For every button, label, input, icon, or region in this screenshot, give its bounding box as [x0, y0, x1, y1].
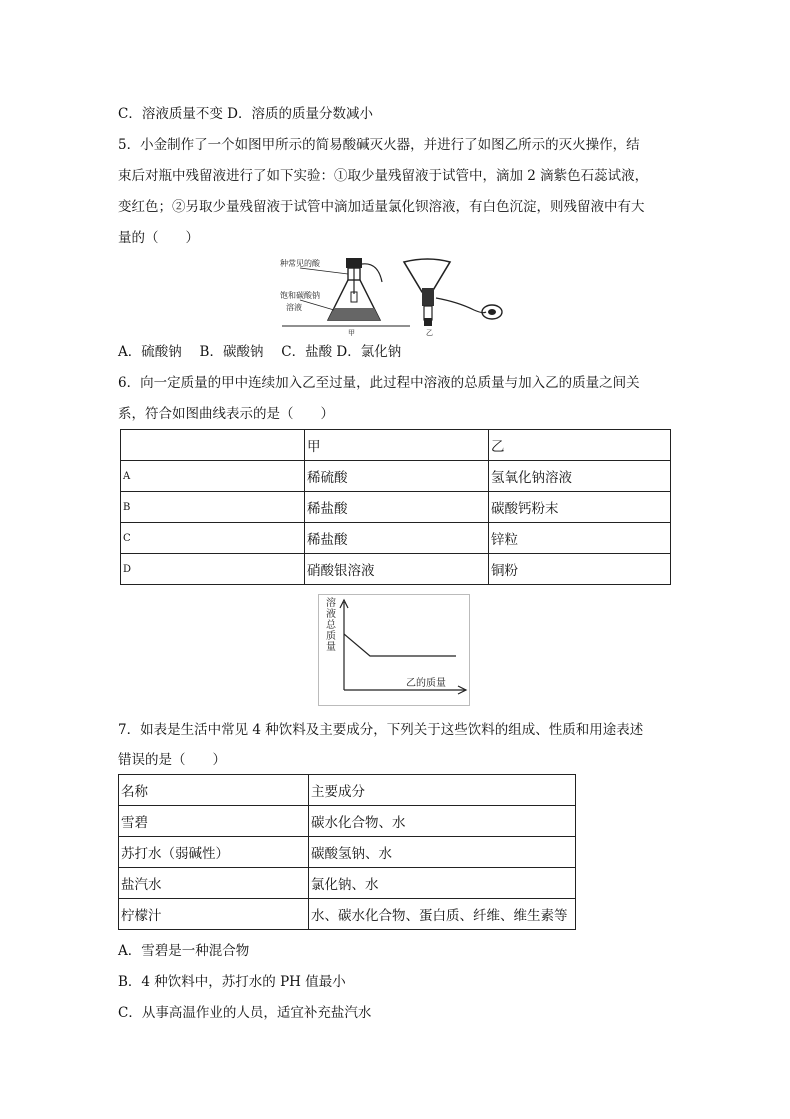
table-row	[119, 806, 576, 837]
q7-stem-line-2: 错误的是（ ）	[118, 752, 226, 768]
ylabel-char: 液	[326, 609, 336, 620]
label-jia: 甲	[348, 329, 355, 336]
q5-stem-line-3: 变红色；②另取少量残留液于试管中滴加适量氯化钡溶液，有白色沉淀，则残留液中有大	[118, 199, 645, 215]
table-row	[121, 554, 671, 585]
q7-option-b: B．4 种饮料中，苏打水的 PH 值最小	[118, 974, 346, 990]
ylabel-char: 溶	[326, 598, 336, 609]
table-row	[119, 868, 576, 899]
table-cell: 主要成分	[309, 775, 576, 806]
ylabel-char: 总	[326, 620, 336, 631]
table-cell	[121, 430, 305, 461]
table-cell: 柠檬汁	[119, 899, 309, 930]
q5-extinguisher-figure	[278, 254, 510, 336]
label-soda-1: 饱和碳酸钠	[280, 291, 320, 300]
q6-graph	[318, 594, 470, 706]
table-header-row	[121, 430, 671, 461]
q4-option-cd: C．溶液质量不变 D．溶质的质量分数减小	[118, 106, 373, 122]
table-cell: 铜粉	[489, 554, 671, 585]
table-cell: 甲	[305, 430, 489, 461]
q7-stem-line-1: 7．如表是生活中常见 4 种饮料及主要成分，下列关于这些饮料的组成、性质和用途表述	[118, 722, 644, 738]
table-cell: 氢氧化钠溶液	[489, 461, 671, 492]
table-cell: D	[121, 554, 305, 585]
table-cell: 水、碳水化合物、蛋白质、纤维、维生素等	[309, 899, 576, 930]
table-cell: 碳酸钙粉末	[489, 492, 671, 523]
label-acid: 种常见的酸	[280, 259, 320, 268]
ylabel-char: 质	[326, 631, 336, 642]
table-cell: A	[121, 461, 305, 492]
table-row	[121, 492, 671, 523]
table-row	[121, 461, 671, 492]
table-cell: 苏打水（弱碱性）	[119, 837, 309, 868]
table-header-row	[119, 775, 576, 806]
q5-stem-line-1: 5．小金制作了一个如图甲所示的简易酸碱灭火器，并进行了如图乙所示的灭火操作，结	[118, 137, 640, 153]
table-cell: 硝酸银溶液	[305, 554, 489, 585]
xlabel: 乙的质量	[406, 678, 446, 689]
table-cell: 乙	[489, 430, 671, 461]
table-cell: 稀盐酸	[305, 492, 489, 523]
q6-stem-line-2: 系，符合如图曲线表示的是（ ）	[118, 406, 334, 422]
table-cell: B	[121, 492, 305, 523]
label-yi: 乙	[426, 329, 433, 336]
q6-table	[120, 429, 671, 585]
q5-stem-line-2: 束后对瓶中残留液进行了如下实验：①取少量残留液于试管中，滴加 2 滴紫色石蕊试液，	[118, 168, 649, 184]
table-cell: 盐汽水	[119, 868, 309, 899]
label-soda-2: 溶液	[286, 303, 302, 312]
table-cell: 名称	[119, 775, 309, 806]
table-cell: 稀盐酸	[305, 523, 489, 554]
table-cell: 氯化钠、水	[309, 868, 576, 899]
table-row	[119, 899, 576, 930]
q7-option-a: A．雪碧是一种混合物	[118, 943, 250, 959]
table-row	[119, 837, 576, 868]
ylabel-char: 量	[326, 642, 336, 653]
q6-stem-line-1: 6．向一定质量的甲中连续加入乙至过量，此过程中溶液的总质量与加入乙的质量之间关	[118, 375, 640, 391]
q5-options: A．硫酸钠 B．碳酸钠 C．盐酸 D．氯化钠	[118, 344, 402, 360]
table-cell: 碳水化合物、水	[309, 806, 576, 837]
table-cell: 锌粒	[489, 523, 671, 554]
table-cell: 雪碧	[119, 806, 309, 837]
table-row	[121, 523, 671, 554]
q7-table	[118, 774, 576, 930]
q5-stem-line-4: 量的（ ）	[118, 230, 199, 246]
table-cell: C	[121, 523, 305, 554]
table-cell: 碳酸氢钠、水	[309, 837, 576, 868]
q7-option-c: C．从事高温作业的人员，适宜补充盐汽水	[118, 1005, 372, 1021]
table-cell: 稀硫酸	[305, 461, 489, 492]
